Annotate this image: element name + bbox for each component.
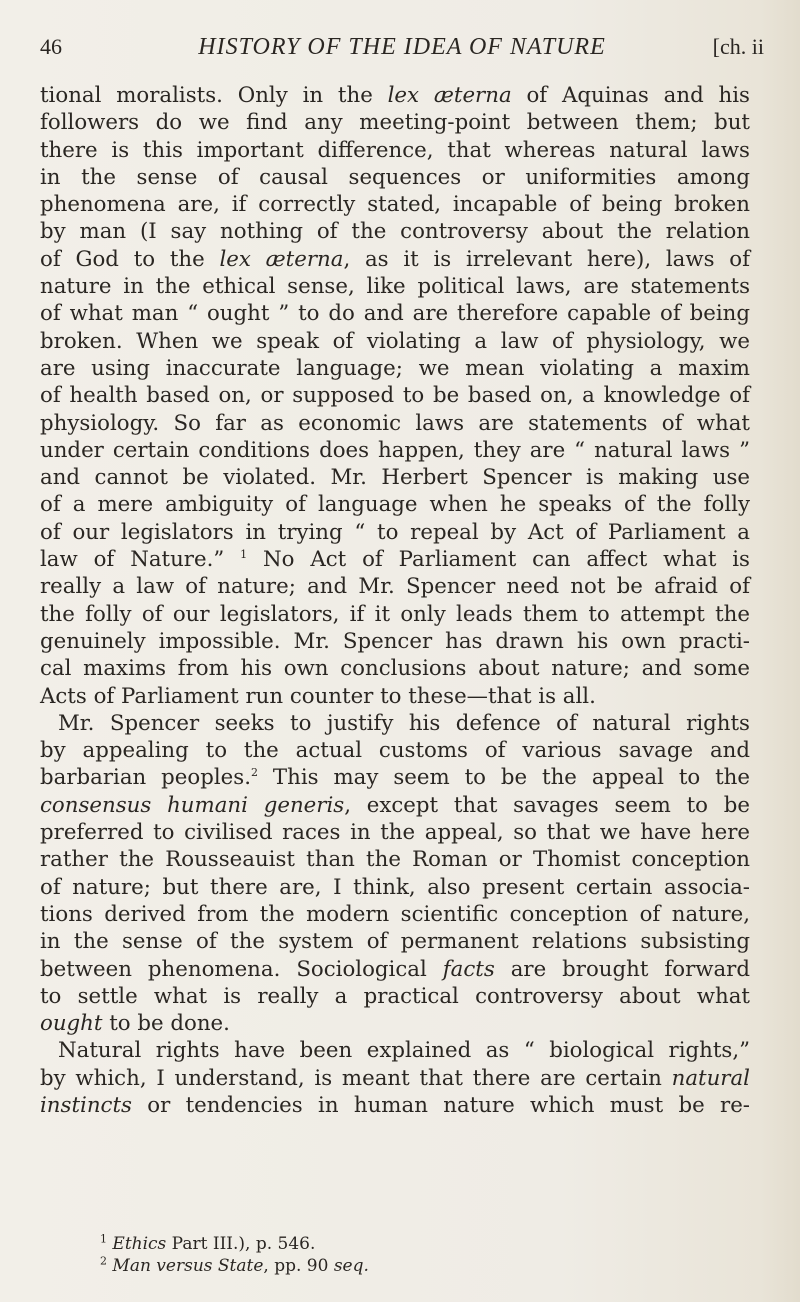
text-line: by which, I understand, is meant that there are certain natural [40, 1065, 750, 1091]
text-line: barbarian peoples.$^2$ This may seem to be the appeal to the [40, 765, 751, 791]
text-line: rather the Rousseauist than the Roman or Thomist conception [40, 847, 750, 873]
text-line: in the sense of causal sequences or uniformities among [40, 164, 750, 190]
text-line: between phenomena. Sociological facts are brought forward [40, 956, 750, 982]
text-line: Mr. Spencer seeks to justify his defence of natural rights [58, 710, 750, 736]
chapter-marker: [ch. ii [712, 34, 764, 59]
text-line: phenomena are, if correctly stated, incapable of being broken [40, 192, 750, 218]
text-line: of God to the lex æterna, as it is irrelevant here), laws of [40, 246, 751, 272]
text-line: followers do we find any meeting-point between them; but [40, 110, 750, 136]
text-line: by appealing to the actual customs of various savage and [40, 738, 750, 764]
text-line: genuinely impossible. Mr. Spencer has drawn his own practi- [40, 628, 750, 654]
text-line: tional moralists. Only in the lex æterna of Aquinas and his [40, 83, 750, 108]
text-line: really a law of nature; and Mr. Spencer need not be afraid of [40, 574, 750, 600]
text-line: physiology. So far as economic laws are statements of what [40, 410, 750, 436]
text-line: of a mere ambiguity of language when he speaks of the folly [40, 492, 750, 518]
text-line: nature in the ethical sense, like political laws, are statements [40, 274, 750, 300]
text-line: cal maxims from his own conclusions about nature; and some [40, 656, 750, 682]
footnote: $^1$ Ethics Part III.), p. 546. [100, 1232, 316, 1254]
text-line: preferred to civilised races in the appeal, so that we have here [40, 820, 750, 846]
running-header [40, 34, 764, 68]
text-line: tions derived from the modern scientific conception of nature, [40, 901, 750, 927]
text-line: law of Nature.” $^1$ No Act of Parliament can affect what is [40, 547, 750, 573]
text-line: consensus humani generis, except that savages seem to be [40, 792, 750, 818]
footnote: $^2$ Man versus State, pp. 90 seq. [100, 1254, 369, 1276]
text-line: of what man “ ought ” to do and are therefore capable of being [40, 301, 750, 327]
text-line: of nature; but there are, I think, also present certain associa- [40, 874, 750, 900]
text-line: under certain conditions does happen, they are “ natural laws ” [40, 437, 750, 463]
text-line: of health based on, or supposed to be based on, a knowledge of [40, 383, 750, 409]
text-line: broken. When we speak of violating a law of physiology, we [40, 328, 750, 354]
body-text [40, 82, 750, 1119]
page-number: 46 [40, 34, 62, 59]
text-line: to settle what is really a practical controversy about what [40, 983, 750, 1009]
running-title: HISTORY OF THE IDEA OF NATURE [198, 34, 606, 60]
text-line: ought to be done. [40, 1011, 230, 1037]
text-line: and cannot be violated. Mr. Herbert Spencer is making use [40, 465, 750, 491]
text-line: Acts of Parliament run counter to these—that is all. [40, 683, 596, 709]
text-line: in the sense of the system of permanent relations subsisting [40, 929, 750, 955]
text-line: by man (I say nothing of the controversy about the relation [40, 219, 750, 245]
text-line: of our legislators in trying “ to repeal by Act of Parliament a [40, 519, 750, 545]
text-line: the folly of our legislators, if it only leads them to attempt the [40, 601, 750, 627]
text-line: instincts or tendencies in human nature which must be re- [40, 1092, 750, 1118]
text-line: are using inaccurate language; we mean violating a maxim [40, 355, 750, 381]
text-line: there is this important difference, that whereas natural laws [40, 137, 750, 163]
text-line: Natural rights have been explained as “ biological rights,” [58, 1038, 750, 1064]
footnotes [100, 1233, 700, 1277]
